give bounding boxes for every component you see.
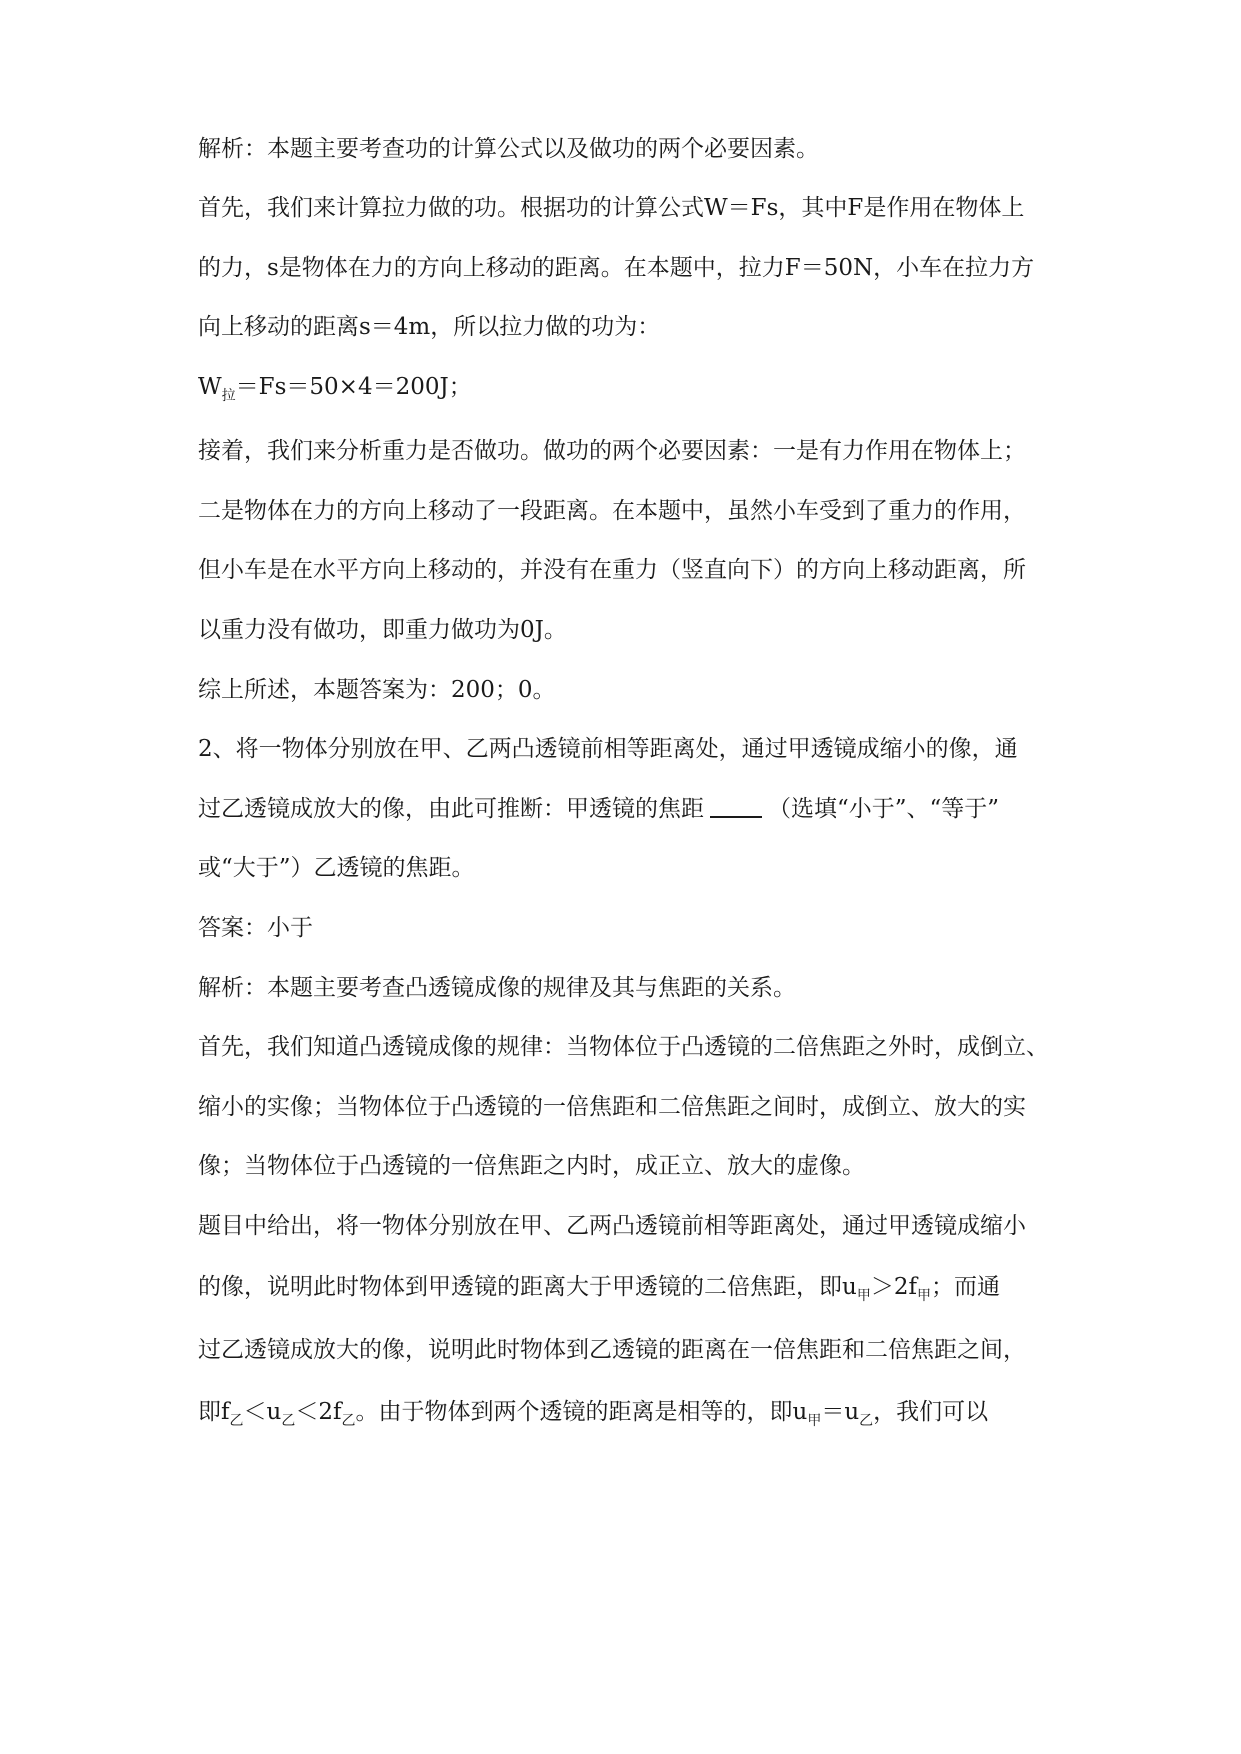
formula-symbol: u	[842, 1274, 857, 1300]
text-line: 解析：本题主要考查凸透镜成像的规律及其与焦距的关系。	[198, 975, 796, 1001]
text-line: 以重力没有做功，即重力做功为0J。	[198, 617, 567, 643]
line-text: 即	[198, 1399, 221, 1425]
question-text: （选填“小于”、“等于”	[768, 796, 1000, 822]
text-line: 解析：本题主要考查功的计算公式以及做功的两个必要因素。	[198, 136, 819, 162]
work-formula	[198, 372, 472, 402]
text-line: 2、将一物体分别放在甲、乙两凸透镜前相等距离处，通过甲透镜成缩小的像，通	[198, 736, 1018, 762]
text-line: 首先，我们知道凸透镜成像的规律：当物体位于凸透镜的二倍焦距之外时，成倒立、	[198, 1034, 1049, 1060]
formula-symbol: u	[792, 1399, 808, 1425]
formula-subscript: 乙	[229, 1413, 244, 1429]
text-line: 向上移动的距离s＝4m，所以拉力做的功为：	[198, 314, 661, 340]
formula-subscript: 甲	[916, 1288, 931, 1304]
formula-symbol: f	[221, 1399, 230, 1425]
line-text: 。由于物体到两个透镜的距离是相等的，即	[355, 1399, 793, 1425]
text-line: 二是物体在力的方向上移动了一段距离。在本题中，虽然小车受到了重力的作用，	[198, 498, 1026, 524]
formula-subscript: 甲	[807, 1413, 822, 1429]
text-line: 或“大于”）乙透镜的焦距。	[198, 855, 475, 881]
formula-expression: ＝u	[821, 1399, 860, 1425]
formula-expression: ＜u	[243, 1399, 282, 1425]
text-line: 首先，我们来计算拉力做的功。根据功的计算公式W＝Fs，其中F是作用在物体上	[198, 195, 1025, 221]
inequality-line	[198, 1272, 1000, 1302]
text-line: 但小车是在水平方向上移动的，并没有在重力（竖直向下）的方向上移动距离，所	[198, 557, 1026, 583]
formula-subscript: 乙	[859, 1413, 874, 1429]
line-text: 的像，说明此时物体到甲透镜的距离大于甲透镜的二倍焦距，即	[198, 1274, 842, 1300]
question-text: 过乙透镜成放大的像，由此可推断：甲透镜的焦距	[198, 796, 704, 822]
formula-subscript: 乙	[341, 1413, 356, 1429]
answer-blank	[710, 796, 762, 818]
formula-expression: ＜2f	[295, 1399, 342, 1425]
line-text: ；而通	[930, 1274, 1000, 1300]
formula-expression: ＞2f	[870, 1274, 917, 1300]
formula-expression: ＝Fs＝50×4＝200J；	[235, 374, 472, 400]
text-line: 像；当物体位于凸透镜的一倍焦距之内时，成正立、放大的虚像。	[198, 1153, 865, 1179]
formula-subscript: 乙	[281, 1413, 296, 1429]
formula-subscript: 拉	[221, 388, 236, 404]
text-line: 缩小的实像；当物体位于凸透镜的一倍焦距和二倍焦距之间时，成倒立、放大的实	[198, 1094, 1026, 1120]
text-line: 接着，我们来分析重力是否做功。做功的两个必要因素：一是有力作用在物体上；	[198, 438, 1026, 464]
formula-symbol: W	[198, 374, 222, 400]
answer-line: 答案：小于	[198, 915, 313, 941]
text-line: 过乙透镜成放大的像，说明此时物体到乙透镜的距离在一倍焦距和二倍焦距之间，	[198, 1337, 1026, 1363]
question-line	[198, 794, 999, 824]
line-text: ，我们可以	[873, 1399, 989, 1425]
text-line: 题目中给出，将一物体分别放在甲、乙两凸透镜前相等距离处，通过甲透镜成缩小	[198, 1213, 1026, 1239]
text-line: 的力，s是物体在力的方向上移动的距离。在本题中，拉力F＝50N，小车在拉力方	[198, 255, 1035, 281]
inequality-line	[198, 1397, 988, 1427]
formula-subscript: 甲	[856, 1288, 871, 1304]
text-line: 综上所述，本题答案为：200；0。	[198, 677, 556, 703]
